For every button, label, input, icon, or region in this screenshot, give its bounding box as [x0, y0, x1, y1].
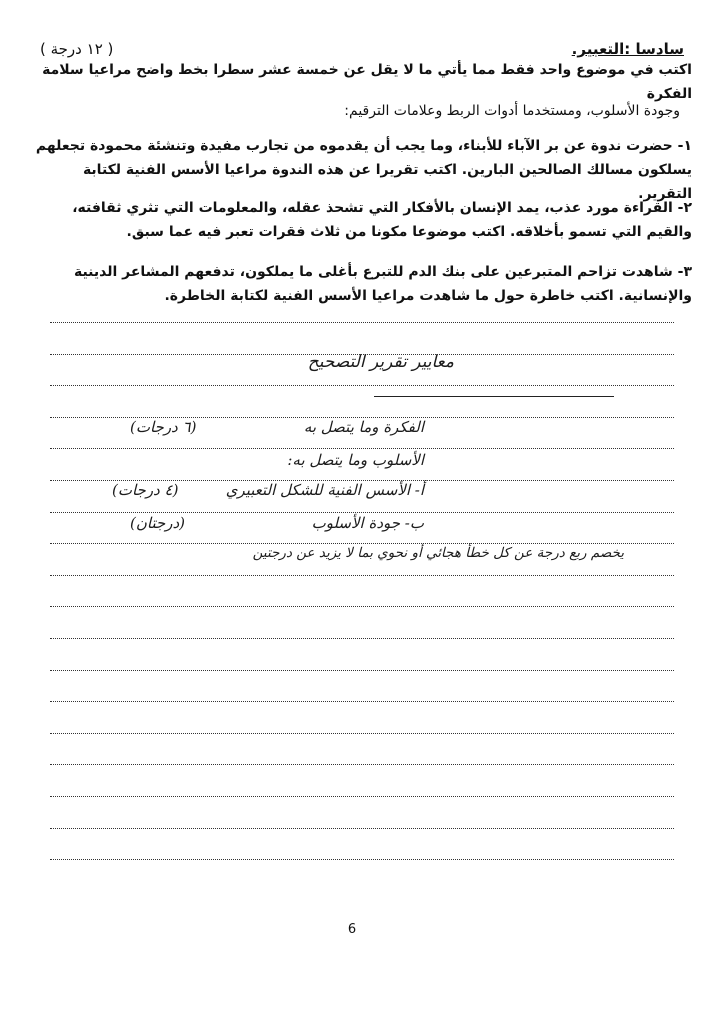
answer-line — [50, 322, 674, 323]
handwritten-item-1-marks: (٦ درجات) — [130, 418, 197, 436]
answer-line — [50, 701, 674, 702]
instructions-line-2: وجودة الأسلوب، ومستخدما أدوات الربط وعلامات الترقيم: — [344, 103, 680, 119]
answer-line — [50, 828, 674, 829]
handwritten-item-2: الأسلوب وما يتصل به: — [287, 451, 424, 469]
answer-line — [50, 796, 674, 797]
handwritten-item-4: ب- جودة الأسلوب — [311, 514, 424, 532]
handwritten-item-1: الفكرة وما يتصل به — [303, 418, 424, 436]
answer-line — [50, 385, 674, 386]
section-title: سادسا :التعبير. — [571, 40, 684, 58]
answer-line — [50, 859, 674, 860]
handwritten-title-underline — [374, 396, 614, 397]
topic-1: ١- حضرت ندوة عن بر الآباء للأبناء، وما يجب أن يقدموه من تجارب مفيدة وتنشئة محمودة تجعلهم يسلكون مسالك الصالحين البارين. اكتب تقريرا عن هذه الندوة مراعيا الأسس الفنية لكتابة التقرير. — [35, 138, 692, 202]
answer-line — [50, 448, 674, 449]
handwritten-title: معايير تقرير التصحيح — [307, 352, 454, 372]
answer-line — [50, 638, 674, 639]
answer-line — [50, 512, 674, 513]
section-marks: ( ١٢ درجة ) — [40, 40, 114, 58]
section-header — [40, 40, 684, 60]
answer-line — [50, 733, 674, 734]
handwritten-item-3-marks: (٤ درجات) — [112, 481, 179, 499]
answer-line — [50, 575, 674, 576]
instructions-line-1: اكتب في موضوع واحد فقط مما يأتي ما لا يقل عن خمسة عشر سطرا بخط واضح مراعيا سلامة الفكرة — [42, 62, 692, 102]
topic-3: ٣- شاهدت تزاحم المتبرعين على بنك الدم للتبرع بأغلى ما يملكون، تدفعهم المشاعر الدينية والإنسانية. اكتب خاطرة حول ما شاهدت مراعيا الأسس الفنية لكتابة الخاطرة. — [73, 264, 692, 304]
handwritten-deduction-note: يخصم ربع درجة عن كل خطأ هجائي أو نحوي بما لا يزيد عن درجتين — [252, 545, 624, 561]
page-number: 6 — [347, 922, 357, 937]
topic-2: ٢- القراءة مورد عذب، يمد الإنسان بالأفكار التي تشحذ عقله، والمعلومات التي تثري ثقافته، والقيم التي تسمو بأخلاقه. اكتب موضوعا مكونا من ثلاث فقرات تعبر فيه عما سبق. — [72, 200, 692, 240]
answer-line — [50, 670, 674, 671]
handwritten-item-3: أ- الأسس الفنية للشكل التعبيري — [225, 481, 424, 499]
handwritten-item-4-marks: (درجتان) — [130, 514, 186, 532]
answer-line — [50, 606, 674, 607]
answer-line — [50, 764, 674, 765]
